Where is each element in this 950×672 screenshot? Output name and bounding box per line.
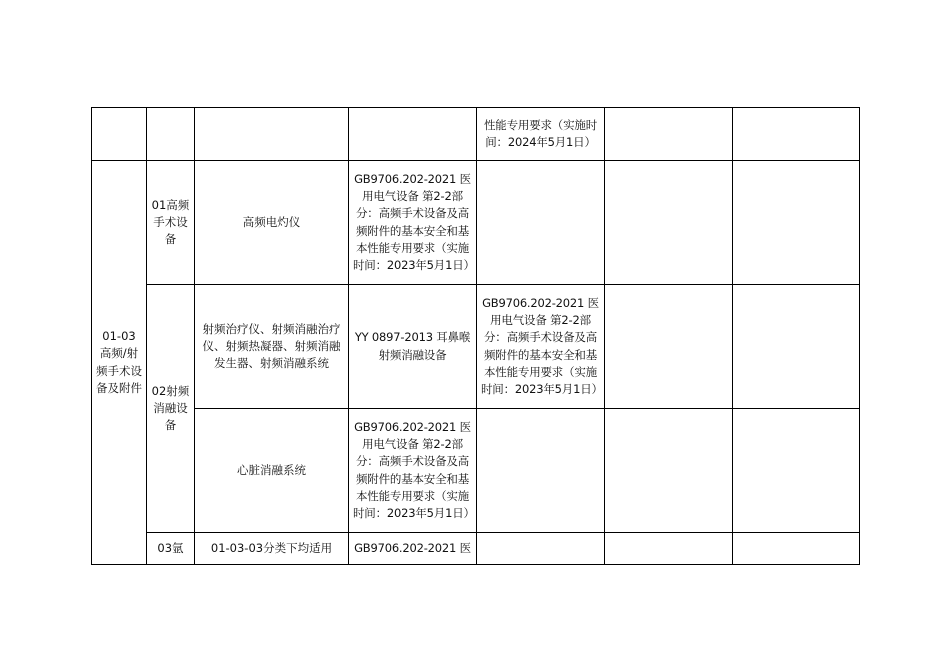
col7-cell xyxy=(733,533,860,565)
product-cell: 射频治疗仪、射频消融治疗仪、射频热凝器、射频消融发生器、射频消融系统 xyxy=(195,285,349,409)
subcategory-cell xyxy=(147,108,195,161)
subcategory-cell: 02射频消融设备 xyxy=(147,285,195,533)
standard-b-cell xyxy=(477,161,605,285)
standard-a-cell: GB9706.202-2021 医 xyxy=(349,533,477,565)
product-cell: 心脏消融系统 xyxy=(195,409,349,533)
standard-b-cell: GB9706.202-2021 医用电气设备 第2-2部分：高频手术设备及高频附件的基本安全和基本性能专用要求（实施时间：2023年5月1日） xyxy=(477,285,605,409)
product-cell: 高频电灼仪 xyxy=(195,161,349,285)
col7-cell xyxy=(733,285,860,409)
col6-cell xyxy=(605,533,733,565)
standard-a-cell xyxy=(349,108,477,161)
subcategory-cell: 03氩 xyxy=(147,533,195,565)
table-row xyxy=(92,161,860,285)
standard-a-cell: GB9706.202-2021 医用电气设备 第2-2部分：高频手术设备及高频附件的基本安全和基本性能专用要求（实施时间：2023年5月1日） xyxy=(349,409,477,533)
product-cell xyxy=(195,108,349,161)
col6-cell xyxy=(605,161,733,285)
col7-cell xyxy=(733,409,860,533)
subcategory-cell: 01高频手术设备 xyxy=(147,161,195,285)
standard-b-cell xyxy=(477,533,605,565)
standard-a-cell: YY 0897-2013 耳鼻喉射频消融设备 xyxy=(349,285,477,409)
table-row xyxy=(92,285,860,409)
standard-b-cell xyxy=(477,409,605,533)
category-cell: 01-03 高频/射频手术设备及附件 xyxy=(92,161,147,565)
col6-cell xyxy=(605,285,733,409)
col7-cell xyxy=(733,161,860,285)
standards-table xyxy=(91,107,860,565)
col7-cell xyxy=(733,108,860,161)
standard-a-cell: GB9706.202-2021 医用电气设备 第2-2部分：高频手术设备及高频附件的基本安全和基本性能专用要求（实施时间：2023年5月1日） xyxy=(349,161,477,285)
table-row xyxy=(92,409,860,533)
table-row xyxy=(92,533,860,565)
product-cell: 01-03-03分类下均适用 xyxy=(195,533,349,565)
table-row xyxy=(92,108,860,161)
standard-b-cell: 性能专用要求（实施时间：2024年5月1日） xyxy=(477,108,605,161)
col6-cell xyxy=(605,108,733,161)
category-cell xyxy=(92,108,147,161)
col6-cell xyxy=(605,409,733,533)
